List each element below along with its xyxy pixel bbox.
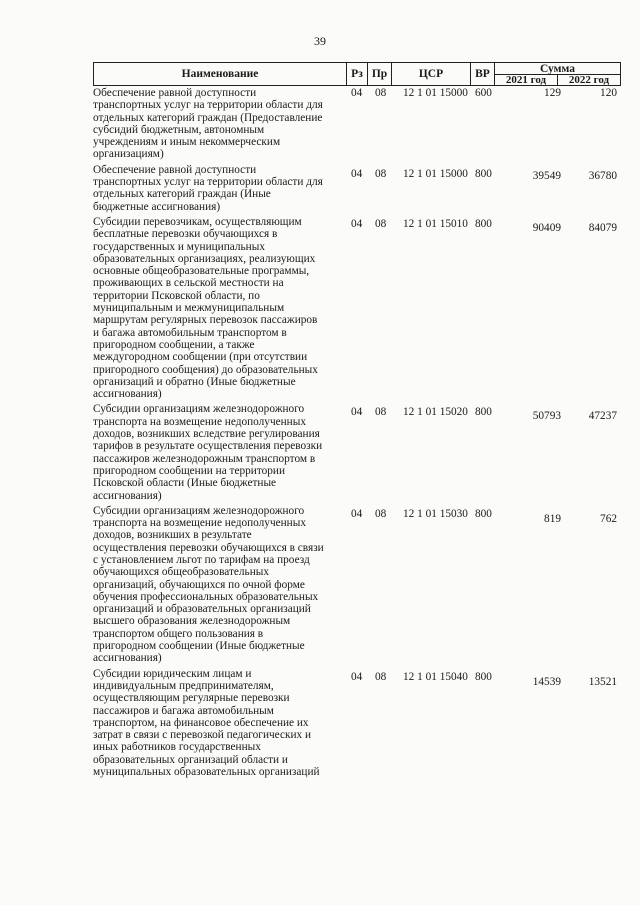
- row-csr: 12 1 01 15020: [403, 406, 468, 419]
- table-row: [93, 403, 623, 504]
- header-pr: Пр: [367, 62, 392, 86]
- row-csr: 12 1 01 15010: [403, 217, 468, 230]
- header-csr: ЦСР: [391, 62, 471, 86]
- row-csr: 12 1 01 15030: [403, 507, 468, 520]
- row-vr: 800: [475, 406, 492, 419]
- table-body: [93, 87, 623, 781]
- row-pr: 08: [375, 507, 387, 520]
- row-rz: 04: [351, 406, 363, 419]
- row-csr: 12 1 01 15000: [403, 87, 468, 99]
- row-pr: 08: [375, 670, 387, 683]
- row-sum-2021: 14539: [532, 675, 561, 688]
- row-name: Субсидии организациям железнодорожного транспорта на возмещение недополученных доходов, возникших в результате осуществления перевозки обучающихся в связи с установлением льгот по тарифам на проезд обучающихся общеобразовательных организаций, обучающихся по очной форме обучения профессиональных образовательных организаций и образовательных организаций высшего образования железнодорожным транспортом общего пользования в пригородном сообщении (Иные бюджетные ассигнования): [93, 504, 324, 665]
- row-sum-2021: 129: [544, 87, 561, 99]
- row-rz: 04: [351, 507, 363, 520]
- table-row: [93, 87, 623, 164]
- row-rz: 04: [351, 217, 363, 230]
- header-vr: ВР: [470, 62, 495, 86]
- row-rz: 04: [351, 87, 363, 99]
- row-sum-2022: 762: [600, 512, 617, 525]
- header-sum: Сумма: [494, 62, 621, 75]
- row-vr: 800: [475, 507, 492, 520]
- row-pr: 08: [375, 167, 387, 180]
- row-sum-2022: 13521: [588, 675, 617, 688]
- row-sum-2022: 84079: [588, 221, 617, 234]
- row-sum-2022: 36780: [588, 169, 617, 182]
- row-vr: 800: [475, 217, 492, 230]
- row-csr: 12 1 01 15040: [403, 670, 468, 683]
- table-row: [93, 164, 623, 216]
- row-vr: 800: [475, 167, 492, 180]
- header-year-2022: 2022 год: [557, 74, 621, 86]
- row-csr: 12 1 01 15000: [403, 167, 468, 180]
- row-sum-2021: 39549: [532, 169, 561, 182]
- row-vr: 800: [475, 670, 492, 683]
- row-vr: 600: [475, 87, 492, 99]
- page-number: 39: [314, 34, 326, 48]
- row-pr: 08: [375, 406, 387, 419]
- row-name: Обеспечение равной доступности транспортных услуг на территории области для отдельных категорий граждан (Иные бюджетные ассигнования): [93, 163, 323, 213]
- row-sum-2022: 47237: [588, 410, 617, 423]
- row-name: Субсидии юридическим лицам и индивидуальным предпринимателям, осуществляющим регулярные перевозки пассажиров и багажа автомобильным транспортом, на финансовое обеспечение их затрат в связи с перевозкой педагогических и иных работников государственных образовательных организаций области и муниципальных образовательных организаций: [93, 667, 320, 779]
- row-pr: 08: [375, 87, 387, 99]
- header-name: Наименование: [93, 62, 347, 86]
- row-rz: 04: [351, 670, 363, 683]
- row-sum-2022: 120: [600, 87, 617, 99]
- row-pr: 08: [375, 217, 387, 230]
- row-name: Обеспечение равной доступности транспортных услуг на территории области для отдельных категорий граждан (Предоставление субсидий бюджетным, автономным учреждениям и иным некоммерческим организациям): [93, 87, 323, 161]
- row-sum-2021: 819: [544, 512, 561, 525]
- row-sum-2021: 90409: [532, 221, 561, 234]
- row-sum-2021: 50793: [532, 410, 561, 423]
- table-row: [93, 668, 623, 782]
- header-rz: Рз: [346, 62, 368, 86]
- table-row: [93, 216, 623, 403]
- row-name: Субсидии организациям железнодорожного транспорта на возмещение недополученных доходов, возникших вследствие регулирования тарифов в результате осуществления перевозки пассажиров железнодорожным транспортом в пригородном сообщении на территории Псковской области (Иные бюджетные ассигнования): [93, 403, 323, 502]
- row-rz: 04: [351, 167, 363, 180]
- row-name: Субсидии перевозчикам, осуществляющим бесплатные перевозки обучающихся в государственных и муниципальных образовательных организациях, реализующих основные общеобразовательные программы, проживающих в сельской местности на территории Псковской области, по муниципальным и межмуниципальным маршрутам регулярных перевозок пассажиров и багажа автомобильным транспортом в пригородном сообщении, а также междугородном сообщении (при отсутствии пригородного сообщения) до образовательных организаций и обратно (Иные бюджетные ассигнования): [93, 215, 318, 401]
- table-row: [93, 505, 623, 668]
- header-year-2021: 2021 год: [494, 74, 558, 86]
